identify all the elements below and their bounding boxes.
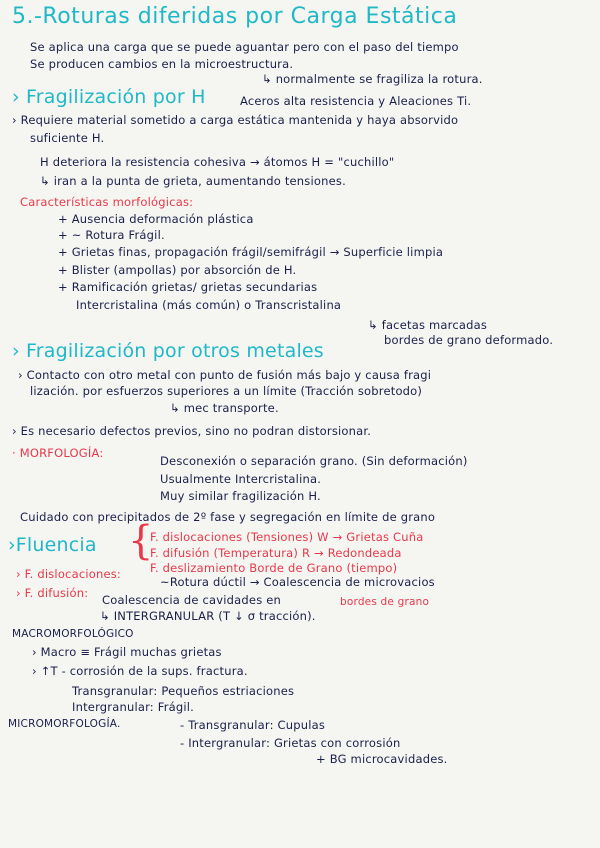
section-frag-metales-heading: › Fragilización por otros metales bbox=[12, 340, 324, 362]
morfologia-line-3: Muy similar fragilización H. bbox=[160, 489, 321, 503]
macro-title: MACROMORFOLÓGICO bbox=[12, 628, 134, 640]
difusion-sub: ↳ INTERGRANULAR (T ↓ σ tracción). bbox=[100, 609, 316, 623]
micro-line-2: - Intergranular: Grietas con corrosión bbox=[180, 736, 401, 750]
intergranular-line: Intergranular: Frágil. bbox=[72, 700, 195, 714]
frag-metales-line-2: lización. por esfuerzos superiores a un límite (Tracción sobretodo) bbox=[30, 384, 423, 398]
section-fluencia-heading: ›Fluencia bbox=[8, 534, 97, 556]
frag-h-aside: Aceros alta resistencia y Aleaciones Ti. bbox=[240, 94, 472, 108]
difusion-text-2: bordes de grano bbox=[340, 596, 430, 608]
micro-line-1: - Transgranular: Cupulas bbox=[180, 718, 326, 732]
intro-line-2: Se producen cambios en la microestructura. bbox=[30, 57, 294, 71]
frag-h-line-1: › Requiere material sometido a carga estática mantenida y haya absorvido bbox=[12, 113, 459, 127]
frag-metales-line-3: ↳ mec transporte. bbox=[170, 401, 279, 415]
dislocaciones-label: › F. dislocaciones: bbox=[16, 567, 122, 581]
bordes-line: bordes de grano deformado. bbox=[384, 333, 554, 347]
frag-h-line-2: suficiente H. bbox=[30, 131, 105, 145]
cuidado-line: Cuidado con precipitados de 2º fase y segregación en límite de grano bbox=[20, 510, 436, 524]
characteristic-item: + Grietas finas, propagación frágil/semifrágil → Superficie limpia bbox=[58, 245, 444, 259]
micro-title: MICROMORFOLOGÍA. bbox=[8, 718, 121, 730]
macro-line-1: › Macro ≡ Frágil muchas grietas bbox=[32, 645, 222, 659]
characteristics-title: Características morfológicas: bbox=[20, 195, 194, 209]
frag-metales-line-1: › Contacto con otro metal con punto de fusión más bajo y causa fragi bbox=[18, 368, 432, 382]
characteristic-item: + Blister (ampollas) por absorción de H. bbox=[58, 263, 297, 277]
difusion-label: › F. difusión: bbox=[16, 586, 89, 600]
intro-line-1: Se aplica una carga que se puede aguantar pero con el paso del tiempo bbox=[30, 40, 459, 54]
frag-h-line-3: H deteriora la resistencia cohesiva → átomos H = "cuchillo" bbox=[40, 155, 395, 169]
intro-line-3: ↳ normalmente se fragiliza la rotura. bbox=[262, 72, 483, 86]
fluencia-branch-2: F. difusión (Temperatura) R → Redondeada bbox=[150, 546, 402, 560]
fluencia-branch-3: F. deslizamiento Borde de Grano (tiempo) bbox=[150, 561, 398, 575]
frag-h-line-4: ↳ iran a la punta de grieta, aumentando tensiones. bbox=[40, 174, 346, 188]
micro-line-3: + BG microcavidades. bbox=[316, 752, 448, 766]
brace-icon: { bbox=[128, 518, 154, 564]
morfologia-label: · MORFOLOGÍA: bbox=[12, 446, 104, 460]
characteristic-item: + Ausencia deformación plástica bbox=[58, 212, 254, 226]
dislocaciones-text: ~Rotura dúctil → Coalescencia de microvacios bbox=[160, 575, 435, 589]
characteristic-item: + Ramificación grietas/ grietas secundarias bbox=[58, 280, 318, 294]
difusion-text: Coalescencia de cavidades en bbox=[102, 593, 282, 607]
fluencia-branch-1: F. dislocaciones (Tensiones) W → Grietas Cuña bbox=[150, 530, 424, 544]
frag-metales-line-4: › Es necesario defectos previos, sino no podran distorsionar. bbox=[12, 424, 372, 438]
transgranular-line: Transgranular: Pequeños estriaciones bbox=[72, 684, 295, 698]
intercristalina-line: Intercristalina (más común) o Transcristalina bbox=[76, 298, 342, 312]
section-frag-h-heading: › Fragilización por H bbox=[12, 86, 206, 108]
macro-line-2: › ↑T - corrosión de la sups. fractura. bbox=[32, 664, 248, 678]
morfologia-line-2: Usualmente Intercristalina. bbox=[160, 472, 322, 486]
characteristic-item: + ~ Rotura Frágil. bbox=[58, 228, 165, 242]
page-title: 5.-Roturas diferidas por Carga Estática bbox=[12, 4, 458, 29]
morfologia-line-1: Desconexión o separación grano. (Sin deformación) bbox=[160, 454, 468, 468]
facetas-line: ↳ facetas marcadas bbox=[368, 318, 488, 332]
